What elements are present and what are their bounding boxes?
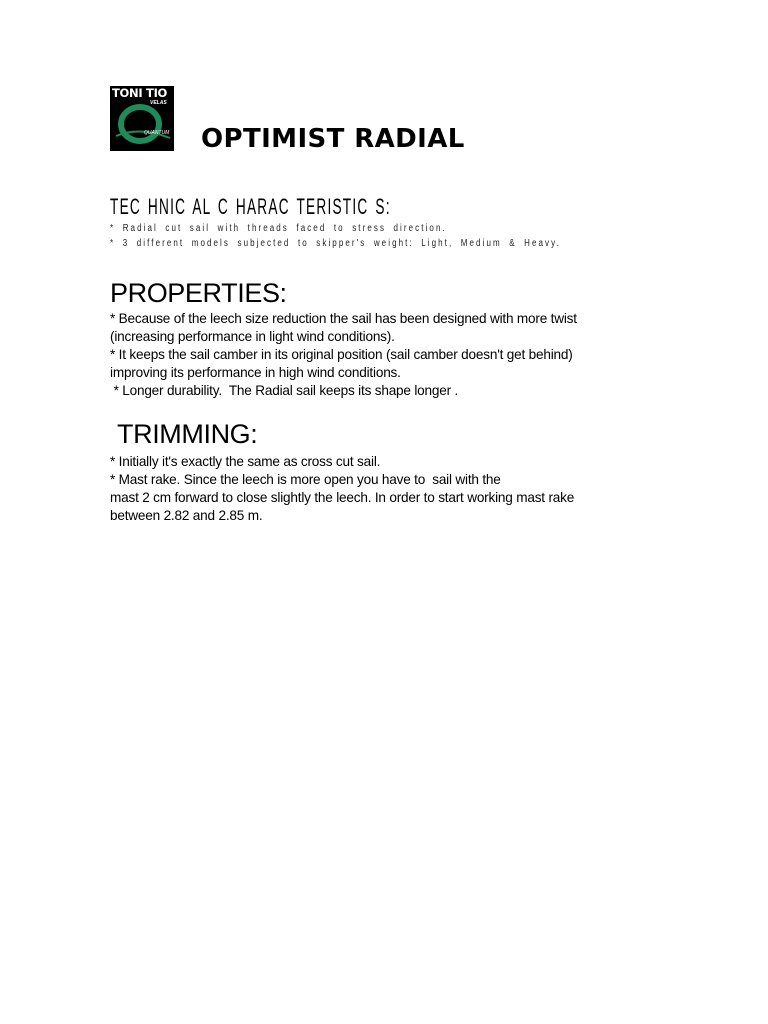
- document-title: OPTIMIST RADIAL: [201, 124, 465, 154]
- toni-tio-logo: [110, 86, 174, 151]
- properties-line: improving its performance in high wind conditions.: [110, 365, 401, 380]
- trimming-line: * Mast rake. Since the leech is more open you have to sail with the: [110, 472, 501, 487]
- trimming-heading: TRIMMING:: [117, 419, 258, 449]
- trimming-line: * Initially it's exactly the same as cross cut sail.: [110, 454, 381, 469]
- properties-line: (increasing performance in light wind conditions).: [110, 329, 395, 344]
- properties-line: * Longer durability. The Radial sail keeps its shape longer .: [110, 383, 459, 398]
- technical-item: * 3 different models subjected to skipper's weight: Light, Medium & Heavy.: [110, 238, 561, 249]
- properties-heading: PROPERTIES:: [110, 278, 287, 308]
- logo-brand: QUANTUM: [144, 130, 170, 136]
- trimming-line: mast 2 cm forward to close slightly the leech. In order to start working mast rake: [110, 490, 575, 505]
- properties-line: * Because of the leech size reduction the sail has been designed with more twist: [110, 311, 577, 326]
- technical-item: * Radial cut sail with threads faced to stress direction.: [110, 223, 447, 234]
- technical-characteristics-heading: TEC HNIC AL C HARAC TERISTIC S:: [110, 194, 391, 219]
- properties-line: * It keeps the sail camber in its original position (sail camber doesn't get behind): [110, 347, 573, 362]
- trimming-line: between 2.82 and 2.85 m.: [110, 508, 263, 523]
- logo-subtitle: VELAS: [150, 100, 167, 106]
- logo-title: TONI TIO: [112, 86, 168, 100]
